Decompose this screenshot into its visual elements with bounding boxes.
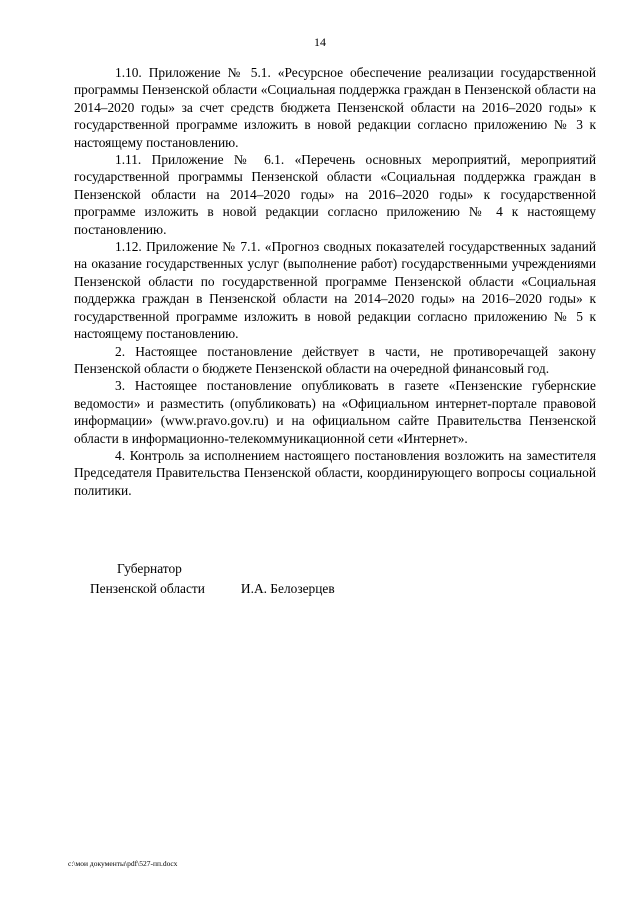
signature-block: [90, 559, 335, 599]
document-body: [74, 64, 596, 499]
signatory-title: Губернатор: [117, 561, 182, 576]
paragraph-2: 2. Настоящее постановление действует в части, не противоречащей закону Пензенской области о бюджете Пензенской области на очередной финансовый год.: [74, 343, 596, 376]
signatory-line: [90, 579, 335, 599]
signatory-region: Пензенской области: [90, 581, 205, 596]
signatory-name: И.А. Белозерцев: [240, 581, 335, 596]
paragraph-1-12: 1.12. Приложение № 7.1. «Прогноз сводных показателей государственных заданий на оказание государственных услуг (выполнение работ) государственными учреждениями Пензенской области по государственной программе Пензенской области «Социальная поддержка граждан в Пензенской области на 2014–2020 годы» на 2016–2020 годы» к государственной программе изложить в новой редакции согласно приложению № 5 к настоящему постановлению.: [74, 239, 596, 342]
page-number: 14: [314, 35, 326, 49]
paragraph-3: 3. Настоящее постановление опубликовать в газете «Пензенские губернские ведомости» и разместить (опубликовать) на «Официальном интернет-портале правовой информации» (www.pravo.gov.ru) и на официальном сайте Правительства Пензенской области в информационно-телекоммуникационной сети «Интернет».: [74, 378, 596, 446]
paragraph-1-11: 1.11. Приложение № 6.1. «Перечень основных мероприятий, мероприятий государственной программы Пензенской области «Социальная поддержка граждан в Пензенской области на 2014–2020 годы» на 2016–2020 годы» к государственной программе изложить в новой редакции согласно приложению № 4 к настоящему постановлению.: [74, 152, 596, 237]
file-path: c:\мои документы\pdf\527-пп.docx: [68, 859, 178, 868]
paragraph-4: 4. Контроль за исполнением настоящего постановления возложить на заместителя Председателя Правительства Пензенской области, координирующего вопросы социальной политики.: [74, 447, 596, 498]
paragraph-1-10: 1.10. Приложение № 5.1. «Ресурсное обеспечение реализации государственной программы Пензенской области «Социальная поддержка граждан в Пензенской области на 2014–2020 годы» за счет средств бюджета Пензенской области на 2016–2020 годы» к государственной программе изложить в новой редакции согласно приложению № 3 к настоящему постановлению.: [74, 65, 596, 150]
